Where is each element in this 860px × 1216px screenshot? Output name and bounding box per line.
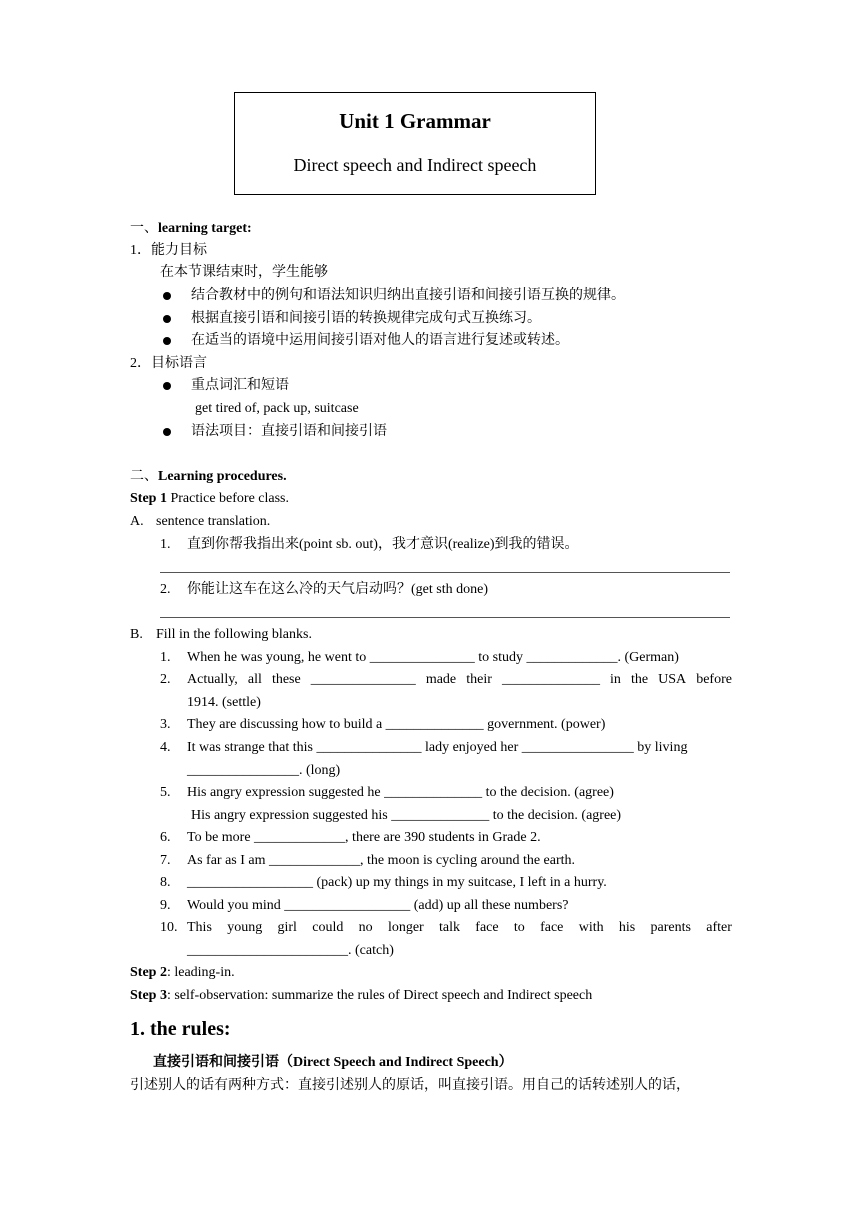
question-num: 2. bbox=[160, 672, 171, 687]
step-3-label: Step 3 bbox=[130, 988, 167, 1003]
word: before bbox=[696, 672, 732, 687]
word: talk bbox=[439, 920, 460, 935]
target-item-2 bbox=[130, 355, 207, 373]
word: to bbox=[513, 920, 525, 935]
bullet-text: 结合教材中的例句和语法知识归纳出直接引语和间接引语互换的规律。 bbox=[191, 288, 625, 303]
word: USA bbox=[658, 672, 687, 687]
question-text: __________________ (pack) up my things in my suitcase, I left in a hurry. bbox=[187, 875, 607, 890]
section1-heading-text: learning target: bbox=[158, 221, 252, 236]
question-num: 4. bbox=[160, 740, 171, 755]
rules-body: 引述别人的话有两种方式：直接引述别人的原话，叫直接引语。用自己的话转述别人的话， bbox=[130, 1078, 690, 1093]
rules-subheading bbox=[153, 1054, 513, 1072]
target-item-1 bbox=[130, 242, 207, 260]
rules-subheading-en: Direct Speech and Indirect Speech bbox=[293, 1055, 499, 1070]
bullet-icon bbox=[163, 315, 171, 323]
question-text-justified bbox=[187, 919, 732, 937]
question-num: 5. bbox=[160, 785, 171, 800]
target-item-2-num: 2． bbox=[130, 356, 151, 371]
bullet-text: 语法项目：直接引语和间接引语 bbox=[191, 424, 387, 439]
bullet-text: 根据直接引语和间接引语的转换规律完成句式互换练习。 bbox=[191, 311, 541, 326]
question-text: It was strange that this _______________ lady enjoyed her ________________ by living bbox=[187, 740, 688, 755]
part-a-letter: A. bbox=[130, 514, 144, 529]
section1-heading-prefix: 一、 bbox=[130, 221, 158, 236]
word: these bbox=[271, 672, 301, 687]
word: parents bbox=[650, 920, 691, 935]
question-text: His angry expression suggested he ______________ to the decision. (agree) bbox=[187, 785, 614, 800]
bullet-text: 在适当的语境中运用间接引语对他人的语言进行复述或转述。 bbox=[191, 333, 569, 348]
step-1-label: Step 1 bbox=[130, 491, 167, 506]
question-num: 10. bbox=[160, 920, 178, 935]
title-box bbox=[234, 92, 596, 195]
target-item-1-num: 1． bbox=[130, 243, 151, 258]
vocab-list: get tired of, pack up, suitcase bbox=[195, 401, 359, 416]
step-1 bbox=[130, 490, 289, 508]
word: their bbox=[466, 672, 492, 687]
rules-subheading-cn: 直接引语和间接引语（ bbox=[153, 1055, 293, 1070]
question-text-continued: 1914. (settle) bbox=[187, 695, 261, 710]
question-num: 9. bbox=[160, 898, 171, 913]
word: with bbox=[578, 920, 604, 935]
question-text-justified bbox=[187, 671, 732, 689]
question-num: 8. bbox=[160, 875, 171, 890]
word: Actually, bbox=[187, 672, 238, 687]
question-text-continued: _______________________. (catch) bbox=[187, 943, 394, 958]
word: face bbox=[540, 920, 564, 935]
part-b-title: Fill in the following blanks. bbox=[156, 627, 312, 642]
question-num: 7. bbox=[160, 853, 171, 868]
translation-num: 1. bbox=[160, 537, 171, 552]
word: could bbox=[312, 920, 344, 935]
bullet-text: 重点词汇和短语 bbox=[191, 378, 289, 393]
question-text: Would you mind __________________ (add) up all these numbers? bbox=[187, 898, 569, 913]
bullet-icon bbox=[163, 428, 171, 436]
section2-heading-prefix: 二、 bbox=[130, 469, 158, 484]
translation-text: 直到你帮我指出来(point sb. out)，我才意识(realize)到我的错误。 bbox=[187, 537, 579, 552]
word: after bbox=[706, 920, 732, 935]
step-1-text: Practice before class. bbox=[166, 491, 290, 506]
bullet-icon bbox=[163, 292, 171, 300]
word: the bbox=[630, 672, 649, 687]
target-item-1-label: 能力目标 bbox=[151, 243, 207, 258]
rules-subheading-end: ） bbox=[498, 1055, 513, 1070]
word: young bbox=[227, 920, 263, 935]
step-3 bbox=[130, 987, 592, 1005]
part-b-letter: B. bbox=[130, 627, 143, 642]
word: face bbox=[475, 920, 499, 935]
question-text: They are discussing how to build a ______________ government. (power) bbox=[187, 717, 606, 732]
target-intro: 在本节课结束时，学生能够 bbox=[160, 265, 328, 280]
translation-num: 2. bbox=[160, 582, 171, 597]
word: all bbox=[247, 672, 262, 687]
question-num: 1. bbox=[160, 650, 171, 665]
part-a-title: sentence translation. bbox=[156, 514, 271, 529]
document-subtitle: Direct speech and Indirect speech bbox=[293, 155, 537, 175]
target-item-2-label: 目标语言 bbox=[151, 356, 207, 371]
section2-heading bbox=[130, 468, 287, 486]
question-text-continued: ________________. (long) bbox=[187, 763, 341, 778]
word: no bbox=[358, 920, 373, 935]
document-title: Unit 1 Grammar bbox=[339, 109, 491, 133]
word: _______________ bbox=[310, 672, 416, 687]
word: This bbox=[187, 920, 212, 935]
bullet-icon bbox=[163, 382, 171, 390]
word: girl bbox=[277, 920, 297, 935]
step-2-text: : leading-in. bbox=[166, 965, 235, 980]
word: made bbox=[425, 672, 457, 687]
question-num: 6. bbox=[160, 830, 171, 845]
step-2 bbox=[130, 964, 235, 982]
bullet-icon bbox=[163, 337, 171, 345]
question-num: 3. bbox=[160, 717, 171, 732]
answer-line bbox=[160, 617, 730, 618]
question-text: To be more _____________, there are 390 students in Grade 2. bbox=[187, 830, 541, 845]
section2-heading-text: Learning procedures. bbox=[158, 469, 287, 484]
rules-heading: 1. the rules: bbox=[130, 1018, 231, 1040]
step-3-text: : self-observation: summarize the rules of Direct speech and Indirect speech bbox=[166, 988, 593, 1003]
translation-text: 你能让这车在这么冷的天气启动吗？(get sth done) bbox=[187, 582, 488, 597]
word: ______________ bbox=[501, 672, 600, 687]
question-text: As far as I am _____________, the moon is cycling around the earth. bbox=[187, 853, 576, 868]
step-2-label: Step 2 bbox=[130, 965, 167, 980]
answer-line bbox=[160, 572, 730, 573]
question-text-variant: His angry expression suggested his ______________ to the decision. (agree) bbox=[191, 808, 622, 823]
question-text: When he was young, he went to _______________ to study _____________. (German) bbox=[187, 650, 679, 665]
section1-heading bbox=[130, 220, 252, 238]
word: in bbox=[610, 672, 621, 687]
word: longer bbox=[387, 920, 424, 935]
word: his bbox=[618, 920, 636, 935]
